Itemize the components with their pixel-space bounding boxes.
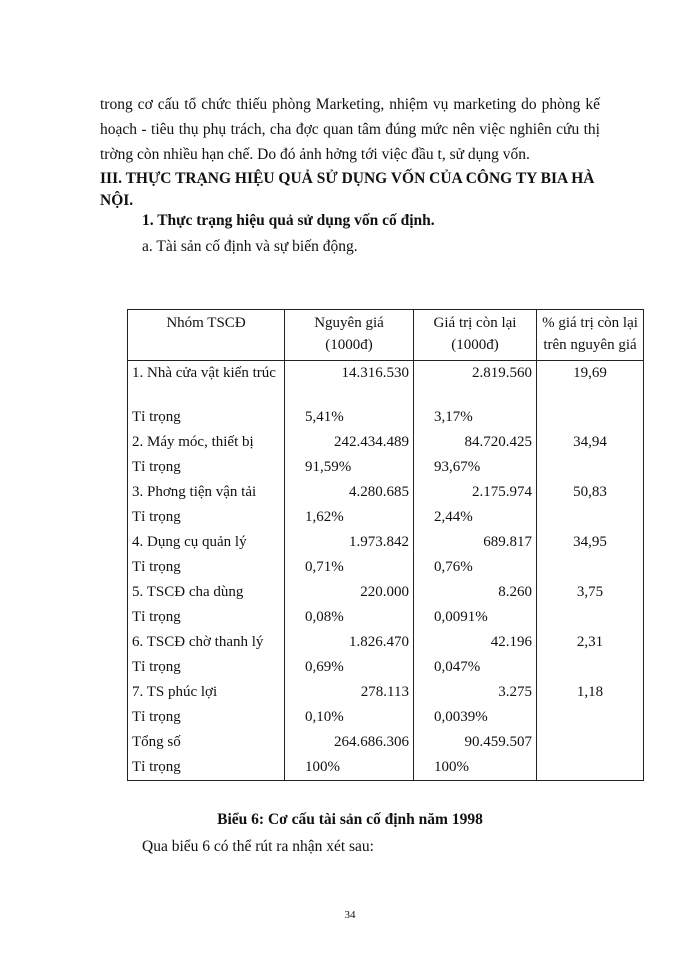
residual-value-cell: 3.275 — [414, 680, 537, 705]
subsubheading: a. Tài sản cố định và sự biến động. — [142, 238, 358, 255]
asset-name-cell: Tỉ trọng — [128, 455, 285, 480]
asset-name-cell: Tỉ trọng — [128, 555, 285, 580]
table-header-row — [128, 310, 644, 361]
residual-value-cell: 3,17% — [414, 405, 537, 430]
table-caption: Biểu 6: Cơ cấu tài sản cố định năm 1998 — [217, 811, 483, 828]
original-value-cell: 1.973.842 — [285, 530, 414, 555]
table-row — [128, 480, 644, 505]
residual-percent-cell — [537, 605, 644, 630]
original-value-cell: 14.316.530 — [285, 361, 414, 406]
header-residual-value: Giá trị còn lại (1000đ) — [414, 310, 537, 361]
residual-value-cell: 0,047% — [414, 655, 537, 680]
table-row — [128, 730, 644, 755]
original-value-cell: 0,71% — [285, 555, 414, 580]
residual-value-cell: 0,0039% — [414, 705, 537, 730]
original-value-cell: 1,62% — [285, 505, 414, 530]
table-row — [128, 705, 644, 730]
header-residual-percent: % giá trị còn lại trên nguyên giá — [537, 310, 644, 361]
residual-percent-cell: 50,83 — [537, 480, 644, 505]
residual-percent-cell — [537, 555, 644, 580]
residual-value-cell: 42.196 — [414, 630, 537, 655]
table-row — [128, 555, 644, 580]
asset-name-cell: 7. TS phúc lợi — [128, 680, 285, 705]
residual-percent-cell — [537, 455, 644, 480]
original-value-cell: 220.000 — [285, 580, 414, 605]
residual-percent-cell: 2,31 — [537, 630, 644, 655]
original-value-cell: 242.434.489 — [285, 430, 414, 455]
closing-sentence: Qua biểu 6 có thể rút ra nhận xét sau: — [142, 838, 374, 855]
original-value-cell: 278.113 — [285, 680, 414, 705]
residual-value-cell: 8.260 — [414, 580, 537, 605]
asset-name-cell: 1. Nhà cửa vật kiến trúc — [128, 361, 285, 406]
asset-name-cell: Tỉ trọng — [128, 505, 285, 530]
original-value-cell: 0,10% — [285, 705, 414, 730]
residual-value-cell: 2,44% — [414, 505, 537, 530]
original-value-cell: 100% — [285, 755, 414, 781]
table-row — [128, 755, 644, 781]
intro-paragraph: trong cơ cấu tổ chức thiếu phòng Marketing, nhiệm vụ marketing do phòng kế hoạch - tiêu thụ phụ trách, cha đợc quan tâm đúng mức nên việc nghiên cứu thị trờng còn nhiều hạn chế. Do đó ảnh hởng tới việc đầu t, sử dụng vốn. — [100, 96, 600, 163]
table-row — [128, 680, 644, 705]
residual-percent-cell — [537, 405, 644, 430]
original-value-cell: 1.826.470 — [285, 630, 414, 655]
asset-name-cell: 3. Phơng tiện vận tải — [128, 480, 285, 505]
asset-name-cell: Tỉ trọng — [128, 755, 285, 781]
asset-name-cell: Tỉ trọng — [128, 655, 285, 680]
original-value-cell: 4.280.685 — [285, 480, 414, 505]
asset-name-cell: Tỉ trọng — [128, 605, 285, 630]
residual-percent-cell — [537, 705, 644, 730]
residual-percent-cell: 1,18 — [537, 680, 644, 705]
residual-value-cell: 100% — [414, 755, 537, 781]
table-row — [128, 505, 644, 530]
table-row — [128, 655, 644, 680]
asset-name-cell: 6. TSCĐ chờ thanh lý — [128, 630, 285, 655]
asset-name-cell: Tỉ trọng — [128, 705, 285, 730]
residual-percent-cell — [537, 505, 644, 530]
residual-value-cell: 84.720.425 — [414, 430, 537, 455]
residual-value-cell: 2.175.974 — [414, 480, 537, 505]
asset-name-cell: Tổng số — [128, 730, 285, 755]
fixed-assets-table — [127, 309, 644, 781]
table-row — [128, 605, 644, 630]
asset-name-cell: Tỉ trọng — [128, 405, 285, 430]
original-value-cell: 91,59% — [285, 455, 414, 480]
asset-name-cell: 4. Dụng cụ quản lý — [128, 530, 285, 555]
section-heading: III. THỰC TRẠNG HIỆU QUẢ SỬ DỤNG VỐN CỦA CÔNG TY BIA HÀ NỘI. — [100, 170, 595, 209]
table-row — [128, 405, 644, 430]
residual-value-cell: 90.459.507 — [414, 730, 537, 755]
table-row — [128, 630, 644, 655]
table-row — [128, 580, 644, 605]
asset-name-cell: 5. TSCĐ cha dùng — [128, 580, 285, 605]
residual-percent-cell — [537, 755, 644, 781]
residual-percent-cell: 3,75 — [537, 580, 644, 605]
page-number: 34 — [344, 909, 356, 921]
residual-value-cell: 0,0091% — [414, 605, 537, 630]
residual-value-cell: 2.819.560 — [414, 361, 537, 406]
residual-percent-cell — [537, 655, 644, 680]
original-value-cell: 0,08% — [285, 605, 414, 630]
residual-value-cell: 93,67% — [414, 455, 537, 480]
residual-percent-cell: 34,94 — [537, 430, 644, 455]
asset-name-cell: 2. Máy móc, thiết bị — [128, 430, 285, 455]
residual-percent-cell: 19,69 — [537, 361, 644, 406]
table-row — [128, 361, 644, 406]
original-value-cell: 0,69% — [285, 655, 414, 680]
original-value-cell: 5,41% — [285, 405, 414, 430]
header-group: Nhóm TSCĐ — [128, 310, 285, 361]
residual-percent-cell: 34,95 — [537, 530, 644, 555]
residual-percent-cell — [537, 730, 644, 755]
table-row — [128, 455, 644, 480]
residual-value-cell: 0,76% — [414, 555, 537, 580]
table-row — [128, 530, 644, 555]
original-value-cell: 264.686.306 — [285, 730, 414, 755]
header-original-value: Nguyên giá (1000đ) — [285, 310, 414, 361]
subheading: 1. Thực trạng hiệu quả sử dụng vốn cố định. — [142, 212, 435, 229]
residual-value-cell: 689.817 — [414, 530, 537, 555]
table-row — [128, 430, 644, 455]
